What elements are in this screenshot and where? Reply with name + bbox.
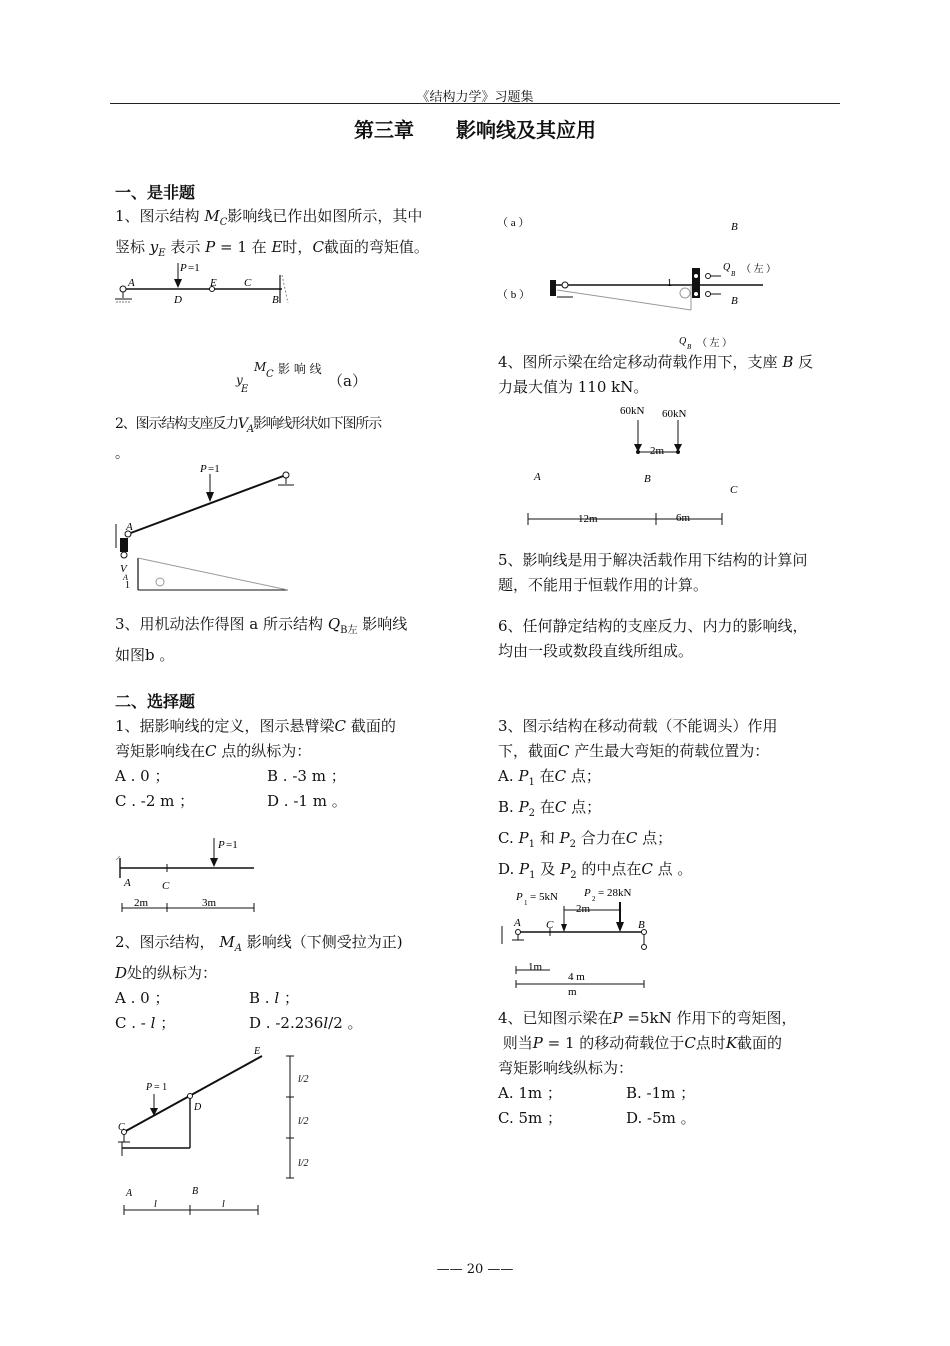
s1-q3-text: 3、用机动法作得图 a 所示结构 $Q_{B左}$ 影响线 如图b 。	[115, 615, 408, 664]
svg-text:D: D	[174, 294, 182, 306]
svg-text:E: E	[210, 277, 217, 289]
s2-q1-option-d[interactable]: D . -1 m 。	[267, 792, 347, 810]
s1-q6-text: 6、任何静定结构的支座反力、内力的影响线， 均由一段或数段直线所组成。	[498, 617, 808, 660]
svg-text:A: A	[128, 277, 135, 289]
svg-text:4 m: 4 m	[568, 971, 585, 983]
svg-text:P: P	[146, 1082, 153, 1093]
s1-q1-tag-a: （a）	[328, 372, 367, 390]
svg-text:Q: Q	[679, 336, 687, 347]
svg-text:B: B	[731, 221, 738, 233]
s2-q4-option-c[interactable]: C. 5m ；	[498, 1109, 563, 1127]
svg-text:1m: 1m	[528, 961, 543, 973]
svg-text:B: B	[731, 295, 738, 307]
svg-text:（ b ）: （ b ）	[497, 289, 530, 301]
s2-q3-option-a[interactable]: A. $P_1$ 在C 点；	[498, 767, 601, 788]
page-number: —— 20 ——	[436, 1262, 514, 1277]
svg-text:2m: 2m	[576, 903, 591, 915]
svg-text:C: C	[162, 880, 170, 892]
s1-q4-moving-load-figure	[518, 400, 738, 530]
svg-text:P: P	[200, 463, 207, 475]
svg-text:V: V	[120, 563, 127, 575]
chapter-number: 第三章	[354, 118, 414, 142]
s1-q1-beam-figure	[110, 255, 300, 315]
s2-q1-cantilever-figure	[112, 832, 272, 912]
svg-text:Q: Q	[723, 262, 731, 273]
svg-text:P: P	[180, 262, 187, 274]
s1-q4-text: 4、图所示梁在给定移动荷载作用下，支座 B 反 力最大值为 110 kN。	[498, 353, 814, 396]
svg-text:l: l	[222, 1199, 225, 1210]
svg-text:P: P	[218, 839, 225, 851]
svg-text:P: P	[584, 887, 591, 899]
svg-text:l/2: l/2	[298, 1158, 309, 1169]
svg-text:C: C	[546, 919, 554, 931]
s1-q2-text: 2、图示结构支座反力$V_A$影响线形状如下图所示 。	[115, 416, 381, 462]
s2-q2-option-a[interactable]: A . 0 ；	[115, 989, 170, 1007]
s2-q4-option-d[interactable]: D. -5m 。	[626, 1109, 696, 1127]
svg-text:C: C	[730, 484, 738, 496]
svg-text:C: C	[244, 277, 252, 289]
svg-text:1: 1	[667, 278, 672, 289]
section1-heading: 一、是非题	[115, 183, 196, 202]
svg-text:60kN: 60kN	[620, 405, 645, 417]
svg-text:= 1: = 1	[154, 1082, 168, 1093]
svg-text:m: m	[568, 986, 577, 998]
svg-text:1: 1	[125, 580, 130, 591]
svg-text:B: B	[687, 343, 692, 350]
svg-text:= 5kN: = 5kN	[530, 891, 558, 903]
svg-text:B: B	[638, 919, 645, 931]
svg-text:P: P	[516, 891, 523, 903]
s2-q2-text: 2、图示结构， $M_A$ 影响线（下侧受拉为正) D处的纵标为： A . 0 ； B . l ； C . - l ； D . -2.236l/2 。	[115, 930, 460, 1036]
header-rule	[110, 103, 840, 104]
s1-q1-text: 1、图示结构 $M_C$影响线已作出如图所示，其中 竖标 $y_E$ 表示 P = 1 在 E时，C截面的弯矩值。	[115, 207, 429, 259]
svg-text:A: A	[126, 521, 133, 533]
s2-q3-text: 3、图示结构在移动荷载（不能调头）作用 下，截面C 产生最大弯矩的荷载位置为： A. $P_1$ 在C 点； B. $P_2$ 在C 点； C. $P_1$ 和 $P_2$ 合力在C 点； D. $P_1$ 及 $P_2$ 的中点在C 点 。	[498, 714, 843, 888]
s2-q1-text: 1、据影响线的定义，图示悬臂梁C 截面的 弯矩影响线在C 点的纵标为： A . 0 ； B . -3 m ； C . -2 m ； D . -1 m 。	[115, 714, 460, 814]
svg-text:2: 2	[592, 895, 596, 903]
svg-text:l/2: l/2	[298, 1074, 309, 1085]
s1-q3-figures	[495, 210, 815, 350]
svg-text:E: E	[254, 1046, 261, 1057]
svg-text:B: B	[272, 294, 279, 306]
s2-q1-option-c[interactable]: C . -2 m ；	[115, 792, 195, 810]
svg-text:2m: 2m	[134, 897, 149, 909]
chapter-title	[0, 114, 950, 143]
s1-q5-text: 5、影响线是用于解决活载作用下结构的计算问 题，不能用于恒载作用的计算。	[498, 551, 808, 594]
s2-q3-option-d[interactable]: D. $P_1$ 及 $P_2$ 的中点在C 点 。	[498, 860, 693, 881]
section2-heading: 二、选择题	[115, 692, 196, 711]
svg-text:A: A	[123, 573, 128, 582]
svg-text:A: A	[126, 1188, 133, 1199]
svg-text:A: A	[124, 877, 131, 889]
s2-q2-option-d[interactable]: D . -2.236l/2 。	[249, 1014, 363, 1032]
svg-text:D: D	[194, 1102, 202, 1113]
svg-text:l: l	[154, 1199, 157, 1210]
svg-text:1: 1	[524, 899, 528, 907]
s1-q1-il-label: M C 影 响 线 y E	[236, 360, 322, 395]
svg-text:= 28kN: = 28kN	[598, 887, 632, 899]
s2-q4-text: 4、已知图示梁在P =5kN 作用下的弯矩图， 则当P = 1 的移动荷载位于C点时K截面的 弯矩影响线纵标为： A. 1m ； B. -1m ； C. 5m ； D. -5m 。	[498, 1006, 843, 1131]
running-header: 《结构力学》习题集	[416, 90, 534, 105]
svg-text:B: B	[644, 473, 651, 485]
s2-q3-option-b[interactable]: B. $P_2$ 在C 点；	[498, 798, 602, 819]
s2-q4-option-a[interactable]: A. 1m ；	[498, 1084, 562, 1102]
svg-text:B: B	[192, 1186, 199, 1197]
svg-text:=1: =1	[226, 839, 238, 851]
chapter-name: 影响线及其应用	[456, 118, 596, 142]
svg-text:（ 左 ）: （ 左 ）	[741, 264, 776, 275]
s2-q1-option-a[interactable]: A . 0 ；	[115, 767, 170, 785]
s2-q2-option-c[interactable]: C . - l ；	[115, 1014, 176, 1032]
svg-text:2m: 2m	[650, 445, 665, 457]
svg-text:（ a ）: （ a ）	[497, 217, 530, 229]
svg-text:6m: 6m	[676, 512, 691, 524]
svg-text:=1: =1	[188, 262, 200, 274]
s2-q1-option-b[interactable]: B . -3 m ；	[267, 767, 346, 785]
svg-text:12m: 12m	[578, 513, 598, 525]
svg-text:A: A	[514, 917, 521, 929]
s2-q3-option-c[interactable]: C. $P_1$ 和 $P_2$ 合力在C 点；	[498, 829, 673, 850]
s2-q2-frame-figure	[112, 1044, 332, 1219]
svg-text:C: C	[118, 1122, 125, 1133]
svg-text:（ 左 ）: （ 左 ）	[697, 338, 732, 349]
s2-q4-option-b[interactable]: B. -1m ；	[626, 1084, 696, 1102]
s1-q2-inclined-beam-figure	[110, 458, 310, 598]
svg-text:B: B	[731, 270, 736, 278]
s2-q2-option-b[interactable]: B . l ；	[249, 989, 299, 1007]
svg-text:60kN: 60kN	[662, 408, 687, 420]
svg-text:A: A	[534, 471, 541, 483]
s2-q3-moving-load-figure	[496, 882, 676, 1002]
svg-text:=1: =1	[208, 463, 220, 475]
svg-text:l/2: l/2	[298, 1116, 309, 1127]
svg-text:3m: 3m	[202, 897, 217, 909]
